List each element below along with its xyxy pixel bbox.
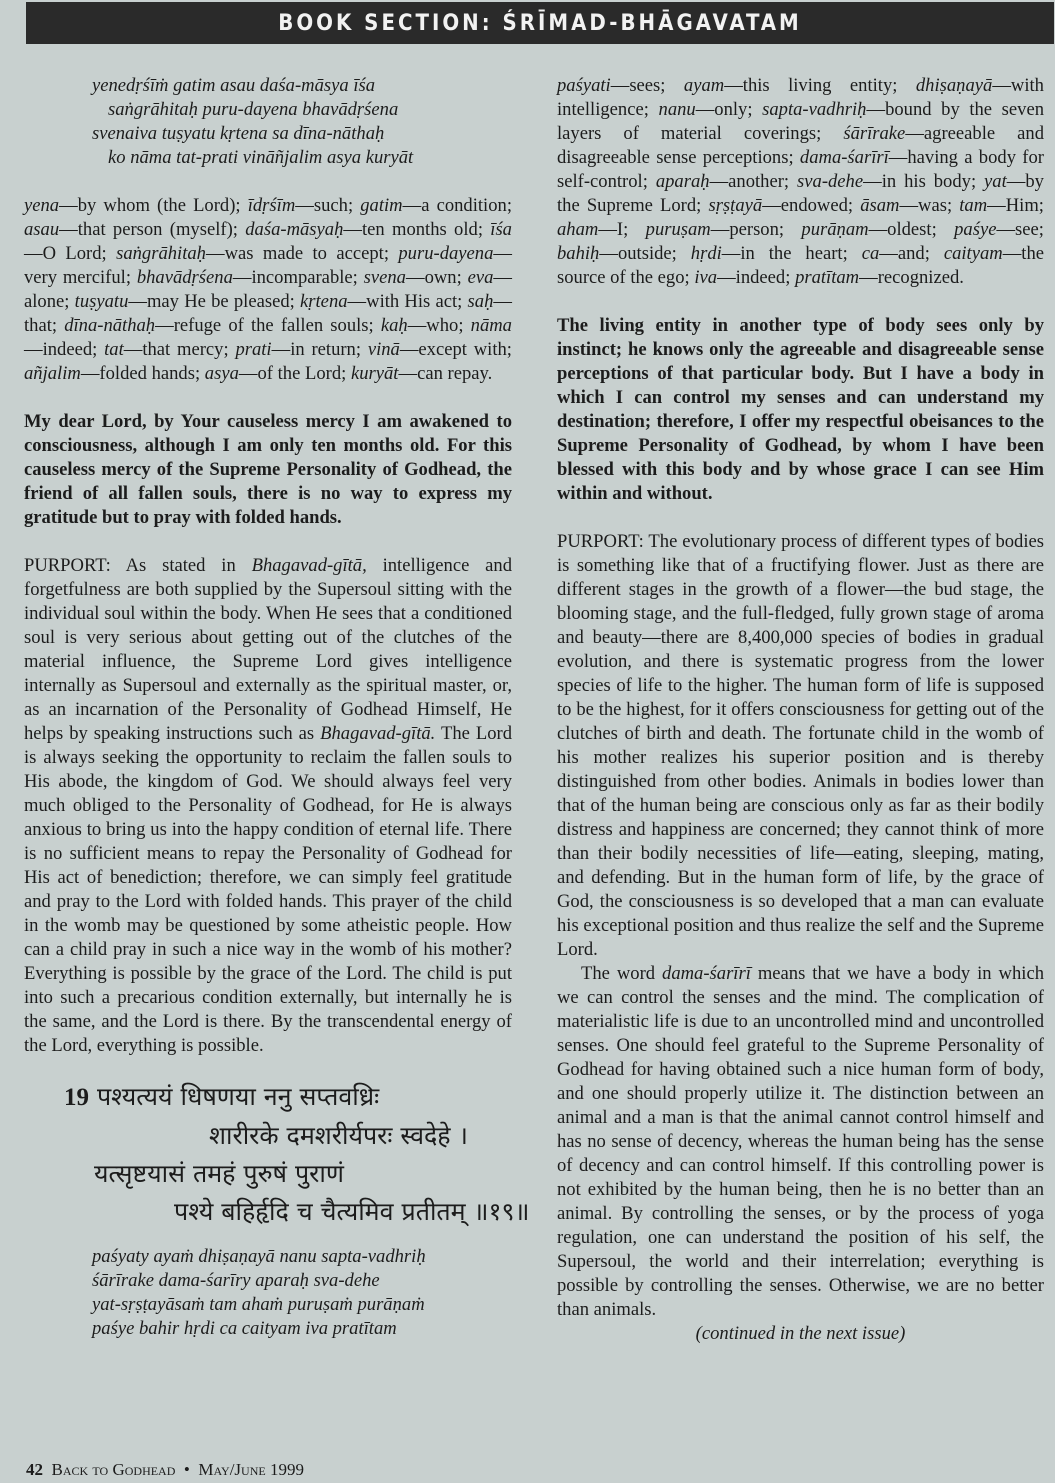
gloss-meaning: in return [290, 339, 356, 360]
gloss-word: daśa-māsyaḥ [245, 219, 344, 240]
gloss-word: sva-dehe [797, 171, 864, 192]
gloss-word: kuryāt [350, 363, 399, 384]
gloss-word: añjalim [24, 363, 81, 384]
gloss-meaning: with His act [366, 291, 458, 312]
gloss-meaning: alone [24, 291, 65, 312]
purport-text: intelligence and forgetfulness are both supplied by the Supersoul sitting with the individual soul within the body. When He sees that a conditioned soul is very serious about getting out of the clutches of the material influence, the Supreme Lord gives intelligence internally as Supersoul and externally as the spiritual master, or, as an incarnation of the Personality of Godhead Himself, He helps by speaking instructions such as [24, 555, 512, 744]
gloss-meaning: bound by the seven layers of material coverings [557, 99, 1044, 144]
gloss-word: yat [984, 171, 1007, 192]
gloss-word: tam [959, 195, 988, 216]
gloss-word: śārīrake [843, 123, 906, 144]
gloss-meaning: by the Supreme Lord [557, 171, 1044, 216]
word-synonyms: yena—by whom (the Lord); īdṛśīm—such; gatim—a condition; asau—that person (myself); daśa-māsyaḥ—ten months old; īśa—O Lord; saṅgrāhitaḥ—was made to accept; puru-dayena—very merciful; bhavādṛśena—incomparable; svena—own; eva—alone; tuṣyatu—may He be pleased; kṛtena—with His act; saḥ—that; dīna-nāthaḥ—refuge of the fallen souls; kaḥ—who; nāma—indeed; tat—that mercy; prati—in return; vinā—except with; añjalim—folded hands; asya—of the Lord; kuryāt—can repay. [24, 195, 512, 384]
purport-text: The evolutionary process of different types of bodies is something like that of a fructifying flower. Just as there are different stages in the growth of a flower—the bud stage, the blooming stage, and the full-fledged, fully grown stage of aroma and beauty—there are 8,400,000 species of bodies in gradual evolution, and there is systematic progress from the lower species of life to the higher. The human form of life is supposed to be the highest, for it offers consciousness for getting out of the clutches of birth and death. The fortunate child in the womb of his mother realizes his superior position and is thereby distinguished from other bodies. Animals in bodies lower than that of the human being are conscious only as far as their bodily distress and happiness are concerned; they cannot think of more than their bodily necessities of life—eating, sleeping, mating, and defending. But in the human form of life, by the grace of God, the consciousness is so developed that a man can evaluate his exceptional position and thus realize the self and the Supreme Lord. [557, 531, 1044, 960]
gloss-word: gatim [360, 195, 403, 216]
gloss-word: nanu [658, 99, 696, 120]
gloss-word: īśa [490, 219, 512, 240]
verse-19-transliteration [24, 1245, 512, 1341]
gloss-word: asau [24, 219, 60, 240]
gloss-word: dhiṣaṇayā [915, 75, 993, 96]
gloss-meaning: of the Lord [257, 363, 342, 384]
book-title: Bhagavad-gītā. [320, 723, 436, 744]
verse-19-devanagari [24, 1078, 530, 1231]
gloss-meaning: can repay [417, 363, 488, 384]
gloss-meaning: folded hands [99, 363, 195, 384]
verse-line: yat-sṛṣṭayāsaṁ tam ahaṁ puruṣaṁ purāṇaṁ [92, 1294, 425, 1315]
gloss-meaning: such [313, 195, 348, 216]
gloss-word: bhavādṛśena [136, 267, 233, 288]
gloss-word: yena [24, 195, 60, 216]
gloss-meaning: except with [418, 339, 507, 360]
gloss-meaning: see [1015, 219, 1039, 240]
gloss-word: dama-śarīrī [799, 147, 889, 168]
gloss-word: bahiḥ [557, 243, 600, 264]
verse-line: paśye bahir hṛdi ca caityam iva pratītam [92, 1318, 397, 1339]
gloss-meaning: indeed [42, 339, 93, 360]
gloss-meaning: recognized [877, 267, 960, 288]
footer-separator: • [183, 1460, 190, 1479]
gloss-word: puru-dayena [398, 243, 494, 264]
gloss-meaning: very merciful [24, 267, 126, 288]
gloss-meaning: another [728, 171, 784, 192]
gloss-word: aham [557, 219, 599, 240]
gloss-word: kaḥ [380, 315, 408, 336]
gloss-word: paśye [954, 219, 997, 240]
gloss-meaning: in his body [881, 171, 971, 192]
purport [557, 530, 1044, 962]
gloss-word: īdṛśīm [247, 195, 296, 216]
gloss-word: caityam [943, 243, 1003, 264]
gloss-word: nāma [470, 315, 512, 336]
gloss-word: saḥ [467, 291, 494, 312]
gloss-meaning: incomparable [251, 267, 353, 288]
book-title: Bhagavad-gītā, [251, 555, 367, 576]
verse-translation: My dear Lord, by Your causeless mercy I am awakened to consciousness, although I am only ten months old. For this causeless mercy of the Supreme Personality of Godhead, the friend of all fallen souls, there is no way to express my gratitude but to pray with folded hands. [24, 411, 512, 528]
page-number: 42 [26, 1460, 43, 1479]
gloss-meaning: sees [629, 75, 661, 96]
gloss-meaning: that mercy [142, 339, 224, 360]
gloss-word: paśyati [557, 75, 611, 96]
gloss-meaning: and [897, 243, 925, 264]
gloss-meaning: with intelligence [557, 75, 1044, 120]
gloss-meaning: person [729, 219, 779, 240]
gloss-meaning: own [424, 267, 457, 288]
gloss-meaning: may He be pleased [146, 291, 290, 312]
continued-note: (continued in the next issue) [695, 1323, 906, 1344]
gloss-meaning: O Lord [42, 243, 102, 264]
gloss-meaning: I [616, 219, 624, 240]
verse-line: śārīrake dama-śarīry aparaḥ sva-dehe [92, 1270, 380, 1291]
sanskrit-term: dama-śarīrī [662, 963, 751, 984]
page-footer [26, 1460, 304, 1480]
purport-text: The Lord is always seeking the opportunity to reclaim the fallen souls to His abode, the kingdom of God. We should always feel very much obliged to the Personality of Godhead, for He is always anxious to bring us into the happy condition of eternal life. There is no sufficient means to repay the Personality of Godhead for His act of benediction; therefore, we can simply feel gratitude and pray to the Lord with folded hands. This prayer of the child in the womb may be questioned by some atheistic people. How can a child pray in such a nice way in the womb of his mother? Everything is possible by the grace of the Lord. The child is put into such a precarious condition externally, but internally he is the same, and the Lord is there. By the transcendental energy of the Lord, everything is possible. [24, 723, 512, 1056]
word-synonyms: paśyati—sees; ayam—this living entity; dhiṣaṇayā—with intelligence; nanu—only; sapta-vadhriḥ—bound by the seven layers of material coverings; śārīrake—agreeable and disagreeable sense perceptions; dama-śarīrī—having a body for self-control; aparaḥ—another; sva-dehe—in his body; yat—by the Supreme Lord; sṛṣṭayā—endowed; āsam—was; tam—Him; aham—I; puruṣam—person; purāṇam—oldest; paśye—see; bahiḥ—outside; hṛdi—in the heart; ca—and; caityam—the source of the ego; iva—indeed; pratītam—recognized. [557, 75, 1044, 288]
gloss-meaning: only [714, 99, 748, 120]
gloss-meaning: Him [1005, 195, 1039, 216]
gloss-word: asya [204, 363, 239, 384]
gloss-meaning: by whom (the Lord) [77, 195, 236, 216]
gloss-word: hṛdi [690, 243, 722, 264]
purport-paragraph [557, 962, 1044, 1322]
gloss-meaning: who [426, 315, 459, 336]
gloss-meaning: this living entity [742, 75, 893, 96]
gloss-word: tat [104, 339, 124, 360]
gloss-word: saṅgrāhitaḥ [116, 243, 206, 264]
gloss-meaning: the source of the ego [557, 243, 1044, 288]
magazine-name: Back to Godhead [51, 1460, 176, 1479]
gloss-meaning: a condition [421, 195, 507, 216]
gloss-meaning: was made to accept [224, 243, 384, 264]
gloss-meaning: refuge of the fallen souls [173, 315, 369, 336]
gloss-word: dīna-nāthaḥ [64, 315, 156, 336]
verse-line: saṅgrāhitaḥ puru-dayena bhavādṛśena [108, 99, 399, 120]
gloss-meaning: that person (myself) [77, 219, 233, 240]
verse-line: ko nāma tat-prati vināñjalim asya kuryāt [108, 147, 414, 168]
right-column [557, 74, 1044, 1346]
gloss-word: tuṣyatu [74, 291, 129, 312]
gloss-meaning: indeed [735, 267, 786, 288]
gloss-meaning: ten months old [361, 219, 478, 240]
gloss-word: ca [861, 243, 880, 264]
gloss-meaning: was [918, 195, 947, 216]
issue-date: May/June 1999 [198, 1460, 304, 1479]
purport [24, 554, 512, 1058]
purport-text: As stated in [125, 555, 236, 576]
purport-label: PURPORT: [557, 531, 644, 552]
gloss-word: prati [235, 339, 272, 360]
gloss-meaning: agreeable and disagreeable sense perceptions [557, 123, 1044, 168]
purport-text: means that we have a body in which we can control the senses and the mind. The complication of materialistic life is due to an uncontrolled mind and uncontrolled senses. One should feel grateful to the Supreme Personality of Godhead for having obtained such a nice human form of body, and one should properly utilize it. The distinction between an animal and a man is that the animal cannot control himself and has no sense of decency, whereas the human being has the sense of decency and can control himself. If this controlling power is not exhibited by the human being, then he is no better than an animal. By controlling the senses, or by the process of yoga regulation, one can understand the position of his self, the Supersoul, the world and their interrelation; everything is possible by controlling the senses. Otherwise, we are no better than animals. [557, 963, 1044, 1320]
gloss-word: aparaḥ [655, 171, 710, 192]
gloss-word: pratītam [795, 267, 860, 288]
section-title: BOOK SECTION: ŚRĪMAD-BHĀGAVATAM [278, 10, 802, 36]
devanagari-line: 19 पश्यत्ययं धिषणया ननु सप्तवध्रिः [64, 1082, 380, 1111]
gloss-meaning: outside [617, 243, 672, 264]
gloss-word: puruṣam [645, 219, 711, 240]
devanagari-line: यत्सृष्टयासं तमहं पुरुषं पुराणं [94, 1159, 344, 1188]
gloss-word: āsam [860, 195, 900, 216]
gloss-meaning: that [24, 315, 52, 336]
gloss-word: sṛṣṭayā [708, 195, 763, 216]
gloss-meaning: having a body for self-control [557, 147, 1044, 192]
purport-text: The word [581, 963, 656, 984]
devanagari-line: पश्ये बहिर्हृदि च चैत्यमिव प्रतीतम् ॥१९॥ [174, 1197, 530, 1226]
verse-line: yenedṛśīṁ gatim asau daśa-māsya īśa [92, 75, 376, 96]
gloss-word: sapta-vadhriḥ [762, 99, 867, 120]
section-header [26, 2, 1054, 44]
verse-line: paśyaty ayaṁ dhiṣaṇayā nanu sapta-vadhriḥ [92, 1246, 426, 1267]
gloss-word: kṛtena [300, 291, 348, 312]
verse-number: 19 [64, 1084, 89, 1111]
gloss-word: vinā [367, 339, 400, 360]
purport-label: PURPORT: [24, 555, 111, 576]
left-column [24, 74, 530, 1341]
gloss-meaning: endowed [780, 195, 848, 216]
devanagari-line: शारीरके दमशरीर्यपरः स्वदेहे । [209, 1121, 468, 1150]
verse-translation: The living entity in another type of body sees only by instinct; he knows only the agreeable and disagreeable sense perceptions of that particular body. But I have a body in which I can control my senses and can understand my destination; therefore, I offer my respectful obeisances to the Supreme Personality of Godhead, by whom I have been blessed with this body and by whose grace I can see Him within and without. [557, 315, 1044, 504]
gloss-word: eva [467, 267, 494, 288]
gloss-word: ayam [683, 75, 725, 96]
gloss-meaning: in the heart [740, 243, 843, 264]
gloss-word: svena [363, 267, 406, 288]
verse-line: svenaiva tuṣyatu kṛtena sa dīna-nāthaḥ [92, 123, 385, 144]
gloss-word: purāṇam [801, 219, 869, 240]
gloss-meaning: oldest [887, 219, 932, 240]
verse-18-transliteration [24, 74, 512, 170]
gloss-word: iva [694, 267, 718, 288]
